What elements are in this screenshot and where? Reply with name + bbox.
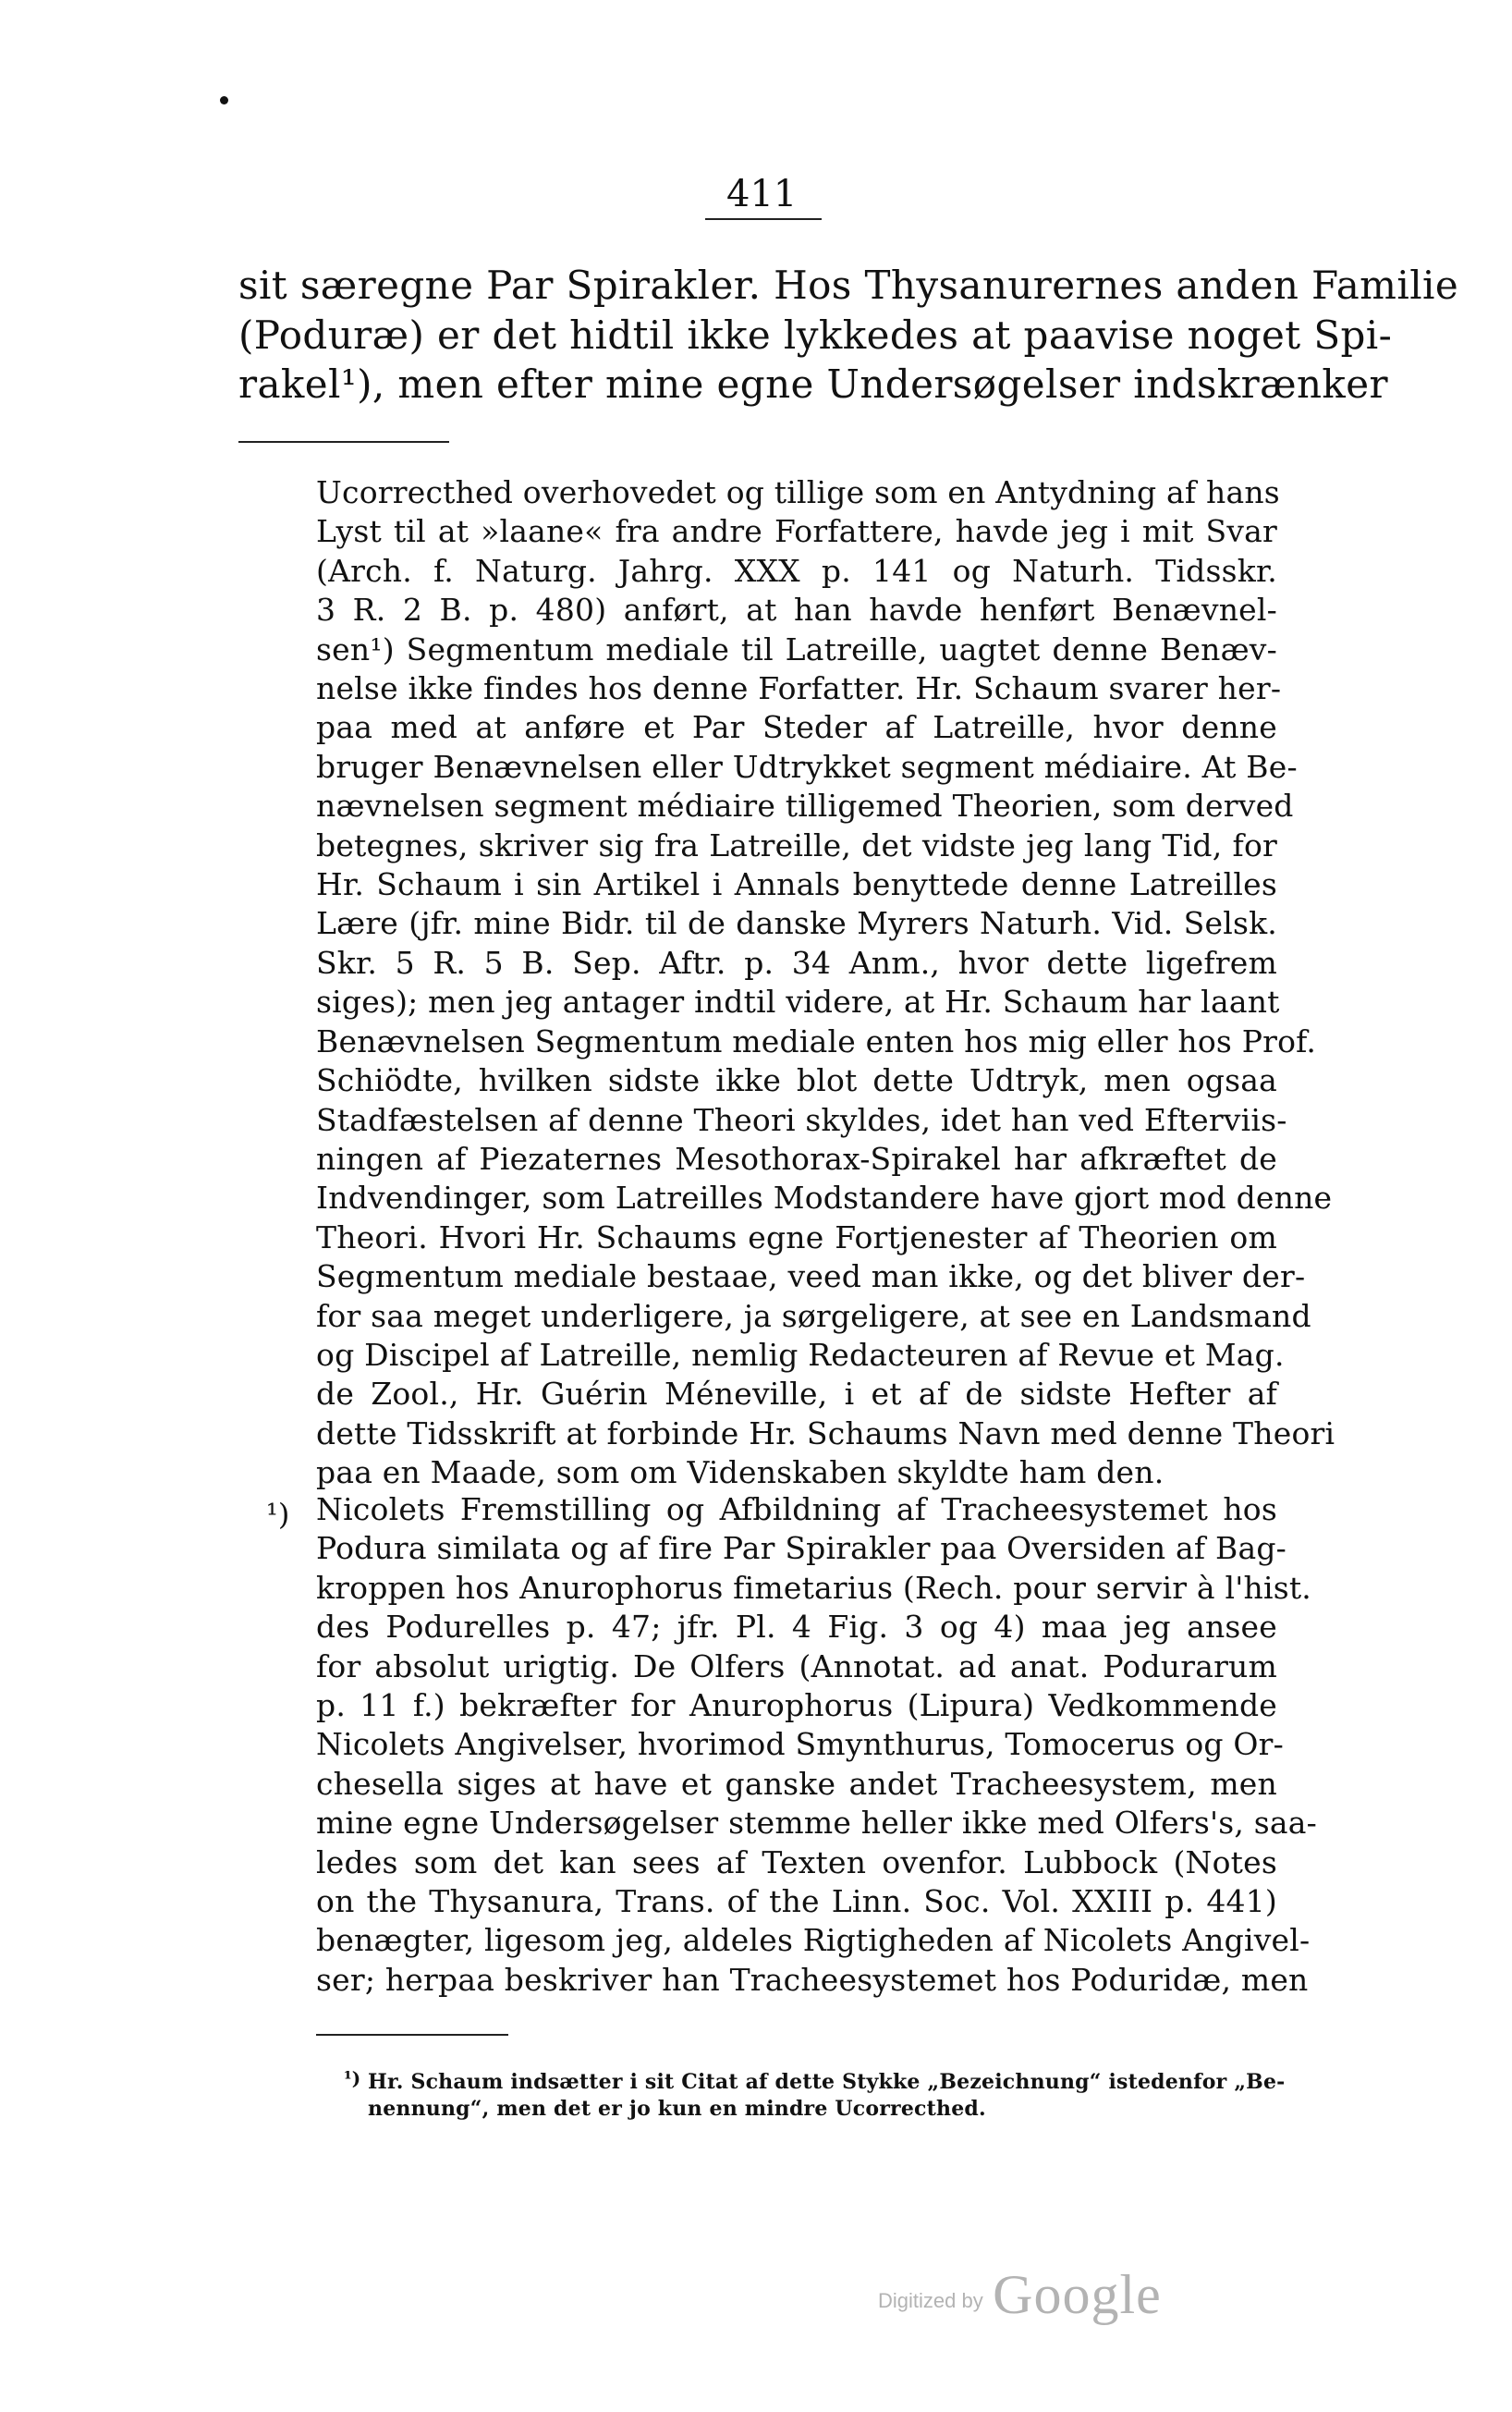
note-line: dette Tidsskrift at forbinde Hr. Schaums Navn med denne Theori (316, 1414, 1335, 1451)
note-line: Podura similata og af fire Par Spirakler paa Oversiden af Bag- (316, 1530, 1287, 1567)
note-line: kroppen hos Anurophorus fimetarius (Rech. pour servir à l'hist. (316, 1569, 1311, 1606)
note-line: betegnes, skriver sig fra Latreille, det vidste jeg lang Tid, for (316, 826, 1277, 863)
note-line: paa en Maade, som om Videnskaben skyldte ham den. (316, 1454, 1164, 1491)
footnote-marker: ¹) (344, 2067, 361, 2089)
note-line: benægter, ligesom jeg, aldeles Rigtigheden af Nicolets Angivel- (316, 1922, 1311, 1959)
note-line: for saa meget underligere, ja sørgeligere, at see en Landsmand (316, 1297, 1311, 1334)
text-line: rakel¹), men efter mine egne Undersøgelser indskrænker (238, 361, 1389, 407)
note-line: ningen af Piezaternes Mesothorax-Spirakel har afkræftet de (316, 1140, 1277, 1177)
note-line: Schiödte, hvilken sidste ikke blot dette Udtryk, men ogsaa (316, 1062, 1277, 1099)
note-line: p. 11 f.) bekræfter for Anurophorus (Lipura) Vedkommende (316, 1687, 1277, 1724)
footnote-line: nennung“, men det er jo kun en mindre Ucorrecthed. (368, 2097, 986, 2121)
continued-note (316, 473, 1335, 1493)
note-line: Ucorrecthed overhovedet og tillige som en Antydning af hans (316, 474, 1280, 510)
note-line: 3 R. 2 B. p. 480) anført, at han havde henført Benævnel- (316, 592, 1277, 629)
note-1 (316, 1490, 1317, 2000)
footnote (368, 2069, 1286, 2123)
note-line: chesella siges at have et ganske andet Tracheesystem, men (316, 1765, 1277, 1802)
note-line: paa med at anføre et Par Steder af Latreille, hvor denne (316, 709, 1277, 746)
note-line: nelse ikke findes hos denne Forfatter. Hr. Schaum svarer her- (316, 670, 1282, 707)
page-number: 411 (726, 173, 798, 215)
note-line: Lyst til at »laane« fra andre Forfattere, havde jeg i mit Svar (316, 513, 1277, 550)
note-line: Lære (jfr. mine Bidr. til de danske Myrers Naturh. Vid. Selsk. (316, 905, 1277, 942)
footnote-separator-rule (316, 2034, 508, 2036)
note-line: Theori. Hvori Hr. Schaums egne Fortjenester af Theorien om (316, 1218, 1277, 1255)
main-text (238, 261, 1459, 410)
text-line: (Poduræ) er det hidtil ikke lykkedes at paavise noget Spi- (238, 312, 1393, 358)
note-marker: ¹) (266, 1497, 290, 1532)
note-line: Hr. Schaum i sin Artikel i Annals benyttede denne Latreilles (316, 866, 1277, 903)
note-line: nævnelsen segment médiaire tilligemed Theorien, som derved (316, 788, 1294, 825)
note-line: des Podurelles p. 47; jfr. Pl. 4 Fig. 3 og 4) maa jeg ansee (316, 1609, 1277, 1646)
note-line: de Zool., Hr. Guérin Méneville, i et af de sidste Hefter af (316, 1376, 1277, 1413)
watermark-brand: Google (993, 2264, 1162, 2325)
note-line: ser; herpaa beskriver han Tracheesystemet hos Poduridæ, men (316, 1961, 1309, 1998)
page-number-underline (705, 218, 822, 220)
digitization-watermark (878, 2263, 1162, 2327)
ink-dot (220, 96, 228, 104)
note-line: og Discipel af Latreille, nemlig Redacteuren af Revue et Mag. (316, 1336, 1285, 1373)
note-separator-rule (238, 441, 449, 443)
text-line: sit særegne Par Spirakler. Hos Thysanurernes anden Familie (238, 263, 1459, 308)
note-line: for absolut urigtig. De Olfers (Annotat. ad anat. Podurarum (316, 1647, 1277, 1684)
note-line: Benævnelsen Segmentum mediale enten hos mig eller hos Prof. (316, 1022, 1317, 1059)
note-line: Skr. 5 R. 5 B. Sep. Aftr. p. 34 Anm., hvor dette ligefrem (316, 944, 1277, 981)
note-line: on the Thysanura, Trans. of the Linn. Soc. Vol. XXIII p. 441) (316, 1883, 1277, 1920)
note-line: Nicolets Fremstilling og Afbildning af Tracheesystemet hos (316, 1491, 1277, 1527)
watermark-digitized-text: Digitized by (878, 2289, 983, 2312)
footnote-line: Hr. Schaum indsætter i sit Citat af dette Stykke „Bezeichnung“ istedenfor „Be- (368, 2070, 1286, 2094)
note-line: Stadfæstelsen af denne Theori skyldes, idet han ved Efterviis- (316, 1101, 1287, 1138)
note-line: sen¹) Segmentum mediale til Latreille, uagtet denne Benæv- (316, 631, 1277, 667)
note-line: mine egne Undersøgelser stemme heller ikke med Olfers's, saa- (316, 1805, 1317, 1842)
note-line: ledes som det kan sees af Texten ovenfor. Lubbock (Notes (316, 1843, 1277, 1880)
note-line: Segmentum mediale bestaae, veed man ikke, og det bliver der- (316, 1258, 1306, 1295)
note-line: (Arch. f. Naturg. Jahrg. XXX p. 141 og Naturh. Tidsskr. (316, 552, 1277, 589)
note-line: Indvendinger, som Latreilles Modstandere have gjort mod denne (316, 1180, 1333, 1217)
note-line: siges); men jeg antager indtil videre, at Hr. Schaum har laant (316, 984, 1280, 1021)
note-line: bruger Benævnelsen eller Udtrykket segment médiaire. At Be- (316, 748, 1298, 785)
note-line: Nicolets Angivelser, hvorimod Smynthurus, Tomocerus og Or- (316, 1726, 1285, 1763)
